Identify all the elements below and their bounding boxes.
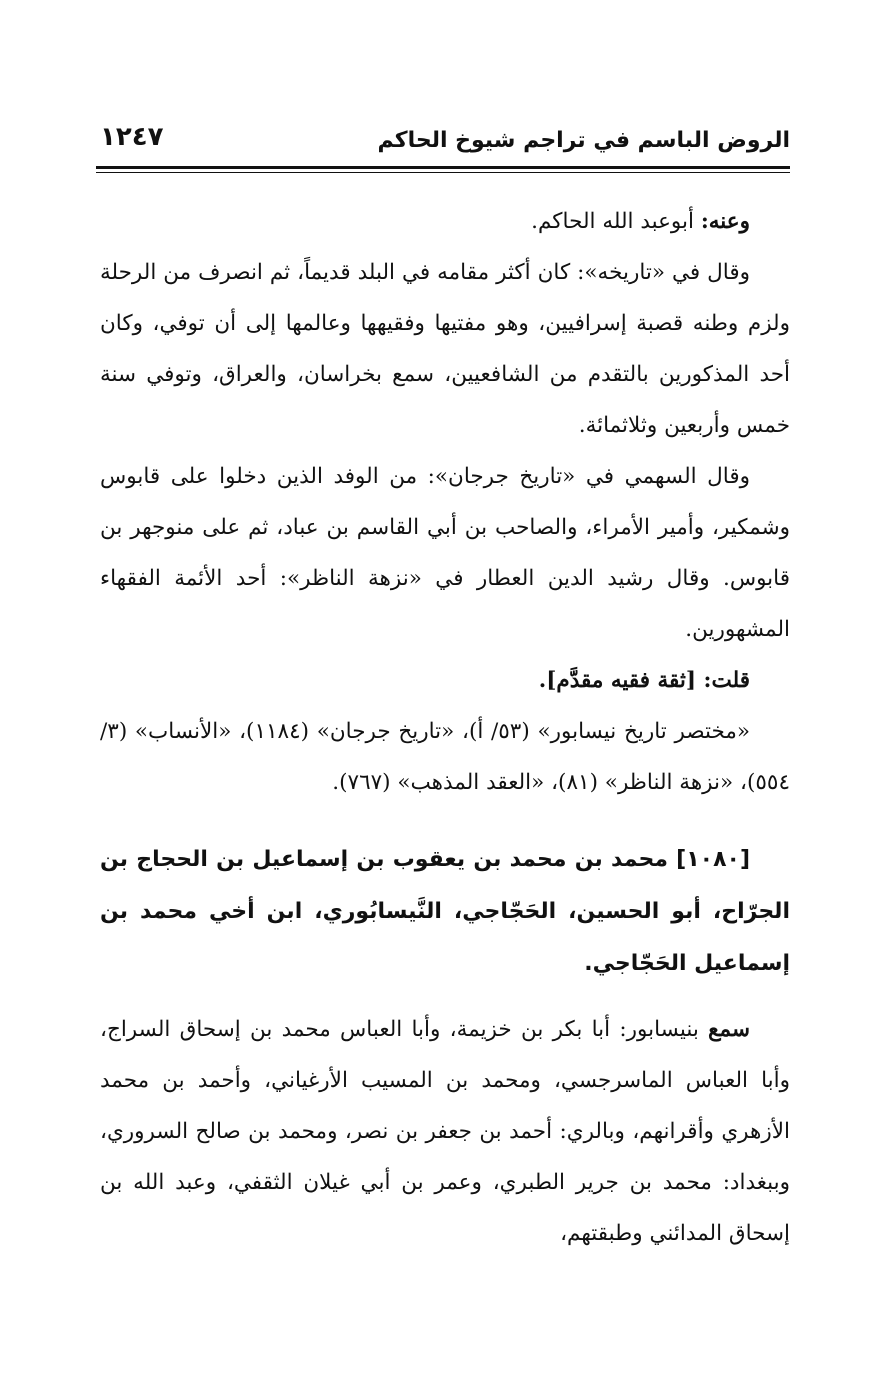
section-gap [100, 808, 790, 834]
page-number: ١٢٤٧ [100, 122, 164, 152]
paragraph-hakim-quote: وقال في «تاريخه»: كان أكثر مقامه في البلد قديماً، ثم انصرف من الرحلة ولزم وطنه قصبة إسرافيين، وهو مفتيها وفقيهها وعالمها إلى أن توفي، وكان أحد المذكورين بالتقدم من الشافعيين، سمع بخراسان، والعراق، وتوفي سنة خمس وأربعين وثلاثمائة. [100, 260, 790, 438]
paragraph-verdict: قلت: [ثقة فقيه مقدَّم]. [538, 668, 750, 693]
paragraph-students [100, 196, 790, 247]
header-title: الروض الباسم في تراجم شيوخ الحاكم [377, 128, 790, 153]
paragraph-text: أبوعبد الله الحاكم. [531, 209, 701, 234]
section-gap [100, 990, 790, 1004]
paragraph-lead-label: وعنه: [700, 209, 750, 234]
header-rule-thin [96, 172, 790, 173]
paragraph-teachers [100, 1004, 790, 1259]
paragraph-text: بنيسابور: أبا بكر بن خزيمة، وأبا العباس محمد بن إسحاق السراج، وأبا العباس الماسرجسي، ومحمد بن المسيب الأرغياني، وأحمد بن محمد الأزهري وأقرانهم، وبالري: أحمد بن جعفر بن نصر، ومحمد بن صالح السروري، وببغداد: محمد بن جرير الطبري، وعمر بن أبي غيلان الثقفي، وعبد الله بن إسحاق المدائني وطبقتهم، [100, 1017, 790, 1246]
page-body [100, 196, 790, 1259]
header-rule-thick [96, 166, 790, 169]
paragraph-sahmi-quote: وقال السهمي في «تاريخ جرجان»: من الوفد الذين دخلوا على قابوس وشمكير، وأمير الأمراء، والصاحب بن أبي القاسم بن عباد، ثم على منوجهر بن قابوس. وقال رشيد الدين العطار في «نزهة الناظر»: أحد الأئمة الفقهاء المشهورين. [100, 464, 790, 642]
biography-entry-heading: [١٠٨٠] محمد بن محمد بن يعقوب بن إسماعيل بن الحجاج بن الجرّاح، أبو الحسين، الحَجّاجي، النَّيسابُوري، ابن أخي محمد بن إسماعيل الحَجّاجي. [100, 847, 790, 976]
running-header [100, 118, 790, 164]
paragraph-lead-label: سمع [708, 1017, 750, 1042]
paragraph-references: «مختصر تاريخ نيسابور» (٥٣/ أ)، «تاريخ جرجان» (١١٨٤)، «الأنساب» (٣/ ٥٥٤)، «نزهة الناظر» (٨١)، «العقد المذهب» (٧٦٧). [100, 719, 790, 795]
